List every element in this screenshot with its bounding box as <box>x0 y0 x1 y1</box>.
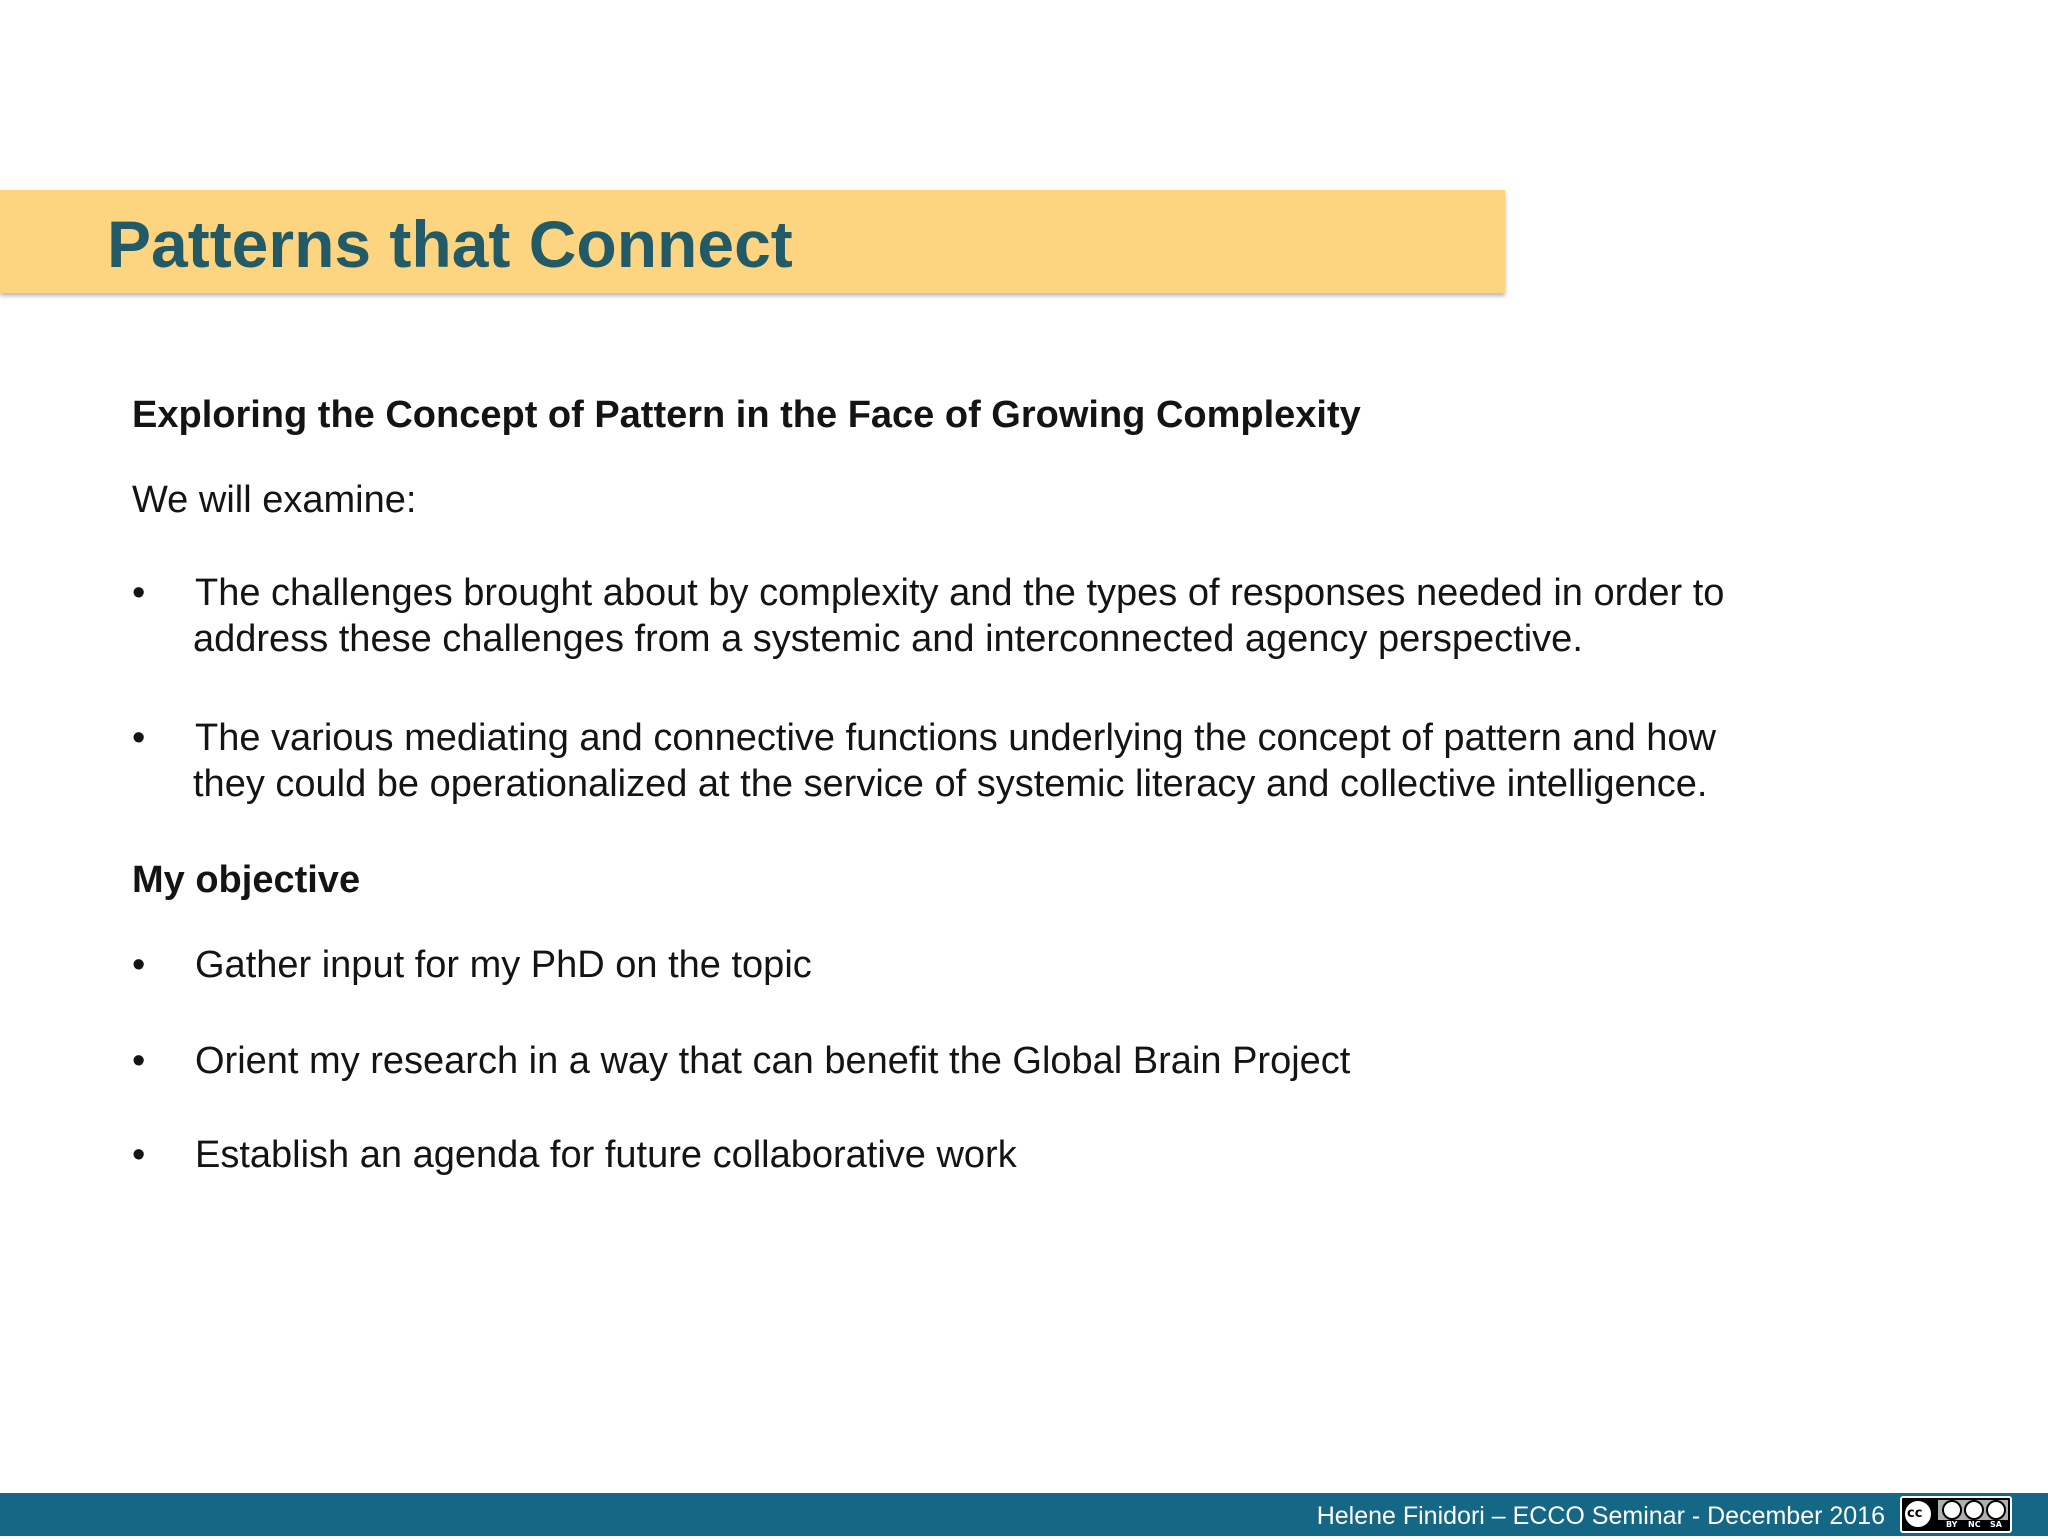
list-item-line: Gather input for my PhD on the topic <box>195 944 812 986</box>
cc-nc-label: NC <box>1968 1520 1981 1529</box>
list-item-line: Orient my research in a way that can benefit the Global Brain Project <box>195 1040 1351 1082</box>
cc-sa-label: SA <box>1990 1520 2002 1529</box>
bullet-icon: • <box>132 944 146 986</box>
list-item-line: The various mediating and connective functions underlying the concept of pattern and how <box>195 717 1716 759</box>
list-item-line: they could be operationalized at the service of systemic literacy and collective intelligence. <box>193 763 1708 805</box>
bullet-icon: • <box>132 572 146 614</box>
title-banner <box>0 190 1505 293</box>
list-item-line: The challenges brought about by complexity and the types of responses needed in order to <box>195 572 1725 614</box>
list-item-line: Establish an agenda for future collaborative work <box>195 1134 1017 1176</box>
slide-title: Patterns that Connect <box>107 207 793 281</box>
cc-by-nc-sa-icon <box>1900 1496 2012 1533</box>
bullet-icon: • <box>132 1040 146 1082</box>
list-item-line: address these challenges from a systemic and interconnected agency perspective. <box>193 618 1583 660</box>
footer-credit: Helene Finidori – ECCO Seminar - December 2016 <box>1316 1502 1885 1530</box>
cc-by-label: BY <box>1946 1520 1958 1529</box>
footer-bar <box>0 1493 2048 1536</box>
slide-subtitle: Exploring the Concept of Pattern in the Face of Growing Complexity <box>132 394 1361 436</box>
intro-text: We will examine: <box>132 479 417 521</box>
bullet-icon: • <box>132 1134 146 1176</box>
bullet-icon: • <box>132 717 146 759</box>
objective-heading: My objective <box>132 859 361 901</box>
cc-label: cc <box>1907 1506 1923 1521</box>
